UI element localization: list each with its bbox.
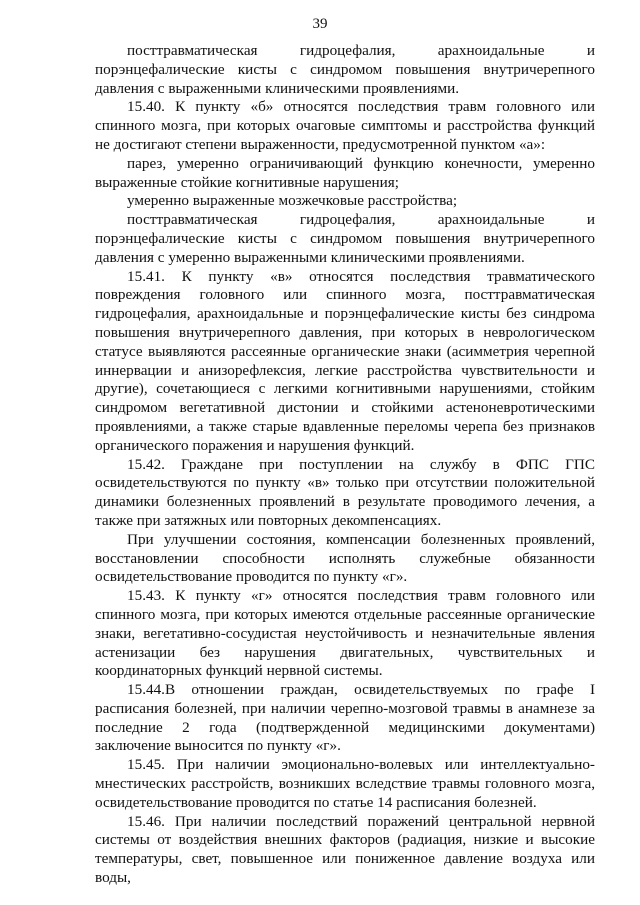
page-number: 39	[312, 16, 328, 32]
document-body	[95, 42, 595, 888]
paragraph-15-44: 15.44.В отношении граждан, освидетельствуемых по графе I расписания болезней, при наличии черепно-мозговой травмы в анамнезе за последние 2 года (подтвержденной медицинскими документами) заключение выносится по пункту «г».	[95, 681, 595, 755]
paragraph-15-46: 15.46. При наличии последствий поражений центральной нервной системы от воздействия внешних факторов (радиация, низкие и высокие температуры, свет, повышенное или пониженное давление воздуха или воды,	[95, 812, 595, 887]
paragraph-hydrocephalus-moderate: посттравматическая гидроцефалия, арахноидальные и порэнцефалические кисты с синдромом повышения внутричерепного давления с умеренно выраженными клиническими проявлениями.	[95, 211, 595, 266]
paragraph-15-43: 15.43. К пункту «г» относятся последствия травм головного или спинного мозга, при которых имеются отдельные рассеянные органические знаки, вегетативно-сосудистая неустойчивость и незначительные явления астенизации без нарушения двигательных, чувствительных и координаторных функций нервной системы.	[95, 587, 595, 680]
paragraph-15-41: 15.41. К пункту «в» относятся последствия травматического повреждения головного или спинного мозга, посттравматическая гидроцефалия, арахноидальные и порэнцефалические кисты без синдрома повышения внутричерепного давления, при которых в неврологическом статусе выявляются рассеянные органические знаки (асимметрия черепной иннервации и анизорефлексия, легкие расстройства чувствительности и другие), сочетающиеся с легкими когнитивными нарушениями, стойким синдромом вегетативной дистонии и стойкими астеноневротическими проявлениями, а также старые вдавленные переломы черепа без признаков органического поражения и нарушения функций.	[95, 267, 595, 454]
paragraph-15-42: 15.42. Граждане при поступлении на службу в ФПС ГПС освидетельствуются по пункту «в» только при отсутствии положительной динамики болезненных проявлений в результате проводимого лечения, а также при затяжных или повторных декомпенсациях.	[95, 455, 595, 529]
paragraph-hydrocephalus-severe: посттравматическая гидроцефалия, арахноидальные и порэнцефалические кисты с синдромом повышения внутричерепного давления с выраженными клиническими проявлениями.	[95, 42, 595, 97]
paragraph-15-45: 15.45. При наличии эмоционально-волевых или интеллектуально-мнестических расстройств, возникших вследствие травмы головного мозга, освидетельствование проводится по статье 14 расписания болезней.	[95, 756, 595, 811]
paragraph-cerebellar: умеренно выраженные мозжечковые расстройства;	[127, 192, 458, 210]
paragraph-paresis: парез, умеренно ограничивающий функцию конечности, умеренно выраженные стойкие когнитивные нарушения;	[95, 154, 595, 191]
paragraph-15-40: 15.40. К пункту «б» относятся последствия травм головного или спинного мозга, при которых очаговые симптомы и расстройства функций не достигают степени выраженности, предусмотренной пунктом «а»:	[95, 98, 595, 153]
paragraph-improvement: При улучшении состояния, компенсации болезненных проявлений, восстановлении способности исполнять служебные обязанности освидетельствование проводится по пункту «г».	[95, 530, 595, 586]
